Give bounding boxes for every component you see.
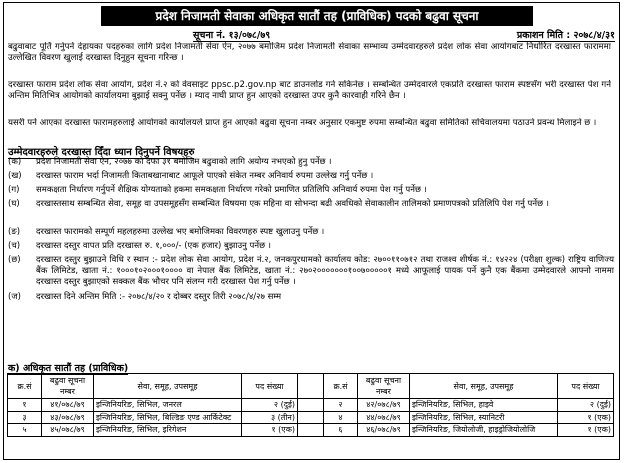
table-title: क) अधिकृत सातौं तह (प्राविधिक) [8,363,129,374]
cell-notice: ४६/०७८/७९ [358,424,410,437]
table-header-row [8,374,614,399]
instruction-item [8,292,614,306]
instruction-text: दरखास्त फाराम भर्दा निजामती किताबखानाबाट आफूले पाएको संकेत नम्बर अनिवार्य रुपमा उल्लेख गर्नु पर्नेछ । [36,171,374,181]
cell-service: इन्जिनियरिङ, सिभिल, हाइवे [410,399,558,412]
instruction-text: समकक्षता निर्धारण गर्नुपर्ने शैक्षिक योग्यताको हकमा समकक्षता निर्धारण गरेको प्रमाणित प्रतिलिपि अनिवार्य रुपमा पेश गर्नु पर्नेछ । [36,185,427,195]
publish-date: प्रकाशन मिति : २०७८/४/३१ [516,30,615,41]
cell-service: इन्जिनियरिङ, सिभिल, बिल्डिङ एण्ड आर्किटेक्ट [94,411,242,424]
posts-table [7,373,614,437]
cell-posts: ३ (तीन) [242,411,298,424]
instruction-text: दरखास्तसाथ सम्बन्धित सेवा, समूह वा उपसमूहसँग सम्बन्धित विषयमा एक महिना वा सोभन्दा बढी अवधिको सेवाकालीन तालिमको प्रमाणपत्रको प्रतिलिपि पेश गर्नु पर्नेछ । [36,199,549,209]
instruction-mark: (छ) [8,255,21,265]
cell-sn: ६ [324,424,358,437]
cell-service: इन्जिनियरिङ, सिभिल, जनरल [94,399,242,412]
cell-sn: ३ [8,411,42,424]
cell-notice: ४३/०७८/७९ [42,411,94,424]
instruction-mark: (च) [8,241,21,251]
cell-notice: ४१/०७८/७९ [42,399,94,412]
table-row [8,399,614,412]
cell-sn: ५ [8,424,42,437]
instruction-item [8,171,614,185]
instruction-item [8,157,614,171]
cell-posts: १ (एक) [558,411,614,424]
cell-service: इन्जिनियरिङ, जियोलोजी, हाइड्रोजियोलोजि [410,424,558,437]
instruction-mark: (ख) [8,171,22,181]
header-notice-no: बढुवा सूचना नम्बर [358,374,410,399]
instruction-text: प्रदेश निजामती सेवा ऐन, २०७७ को दफा ३१ बमोजिम बढुवाको लागि अयोग्य नभएको हुनु पर्नेछ । [36,157,332,167]
header-posts: पद संख्या [558,374,614,399]
instruction-text: दरखास्त दस्तुर बुझाउने विधि र स्थान :- प्रदेश लोक सेवा आयोग, प्रदेश नं.२, जनकपुरधामको कार्यालय कोड: २७००११०७१२ तथा राजश्व शीर्षक नं.: १४२२४ (परीक्षा शुल्क) राष्ट्रिय वाणिज्य बैंक लिमिटेड, खाता नं.: १०००१०२०००१०००० वा नेपाल बैंक लिमिटेड, खाता नं.: २७०२०००००००१००७०००००१ मध्ये आफूलाई पायक पर्ने कुनै एक बैंकमा उम्मेदवारले आफ्नो नाममा दरखास्त दस्तुर बुझाएको सक्कल बैंक भौचर पनि संलग्न गरी दरखास्त पेश गर्नु पर्नेछ । [36,255,614,287]
cell-sn: ४ [324,411,358,424]
notice-banner: प्रदेश निजामती सेवाका अधिकृत सातौं तह (प्राविधिक) पदको बढुवा सूचना [101,6,533,26]
intro-paragraph-3: यसरी पर्न आएका दरखास्त फारामहरुलाई आयोगको कार्यालयले प्राप्त हुन आएको बढुवा सूचना नम्बर अनुसार एकमुष्ट रुपमा सम्बन्धित बढुवा समितिको सचिवालयमा पठाउने प्रवन्ध मिलाइने छ । [8,118,597,128]
instruction-item [8,255,614,292]
table-row [8,424,614,437]
cell-notice: ४५/०७८/७९ [42,424,94,437]
instruction-text: दरखास्त फारामको सम्पूर्ण महलहरुमा उल्लेख भए बमोजिमका विवरणहरु स्पष्ट खुलाउनु पर्नेछ । [36,227,325,237]
cell-notice: ४४/०७८/७९ [358,411,410,424]
cell-service: इन्जिनियरिङ, सिभिल, इरिगेशन [94,424,242,437]
intro-paragraph-2: दरखास्त फाराम प्रदेश लोक सेवा आयोग, प्रदेश नं.२ को वेवसाइट ppsc.p2.gov.np बाट डाउनलोड गर्न सकिनेछ । सम्बन्धित उम्मेदवारले एकप्रति दरखास्त फाराम स्पष्टसँग भरी दरखास्त पेश गर्ने अन्तिम मितिभित्र आयोगको कार्यालयमा बुझाई सक्नु पर्नेछ । म्याद नाघी प्राप्त हुन आएको दरखास्त उपर कुनै कारवाही गरिने छैन । [8,80,611,102]
instruction-mark: (ग) [8,185,20,195]
table-spacer [298,411,324,424]
cell-posts: २ (दुई) [558,399,614,412]
cell-posts: १ (एक) [558,424,614,437]
table-spacer [298,424,324,437]
table-row [8,411,614,424]
header-service: सेवा, समूह, उपसमूह [94,374,242,399]
cell-sn: १ [8,399,42,412]
cell-service: इन्जिनियरिङ, सिभिल, स्यानिटरी [410,411,558,424]
instruction-mark: (क) [8,157,22,167]
instruction-mark: (ङ) [8,227,21,237]
cell-notice: ४२/०७८/७९ [358,399,410,412]
cell-posts: २ (दुई) [242,399,298,412]
header-sn: क्र.सं [8,374,42,399]
instruction-mark: (ज) [8,292,21,302]
intro-paragraph-1: बढुवाबाट पूर्ति गर्नुपर्ने देहायका पदहरुका लागि प्रदेश निजामती सेवा ऐन, २०७७ बमोजिम प्रदेश निजामती सेवाका सम्भाव्य उम्मेदवारहरुले प्रदेश लोक सेवा आयोगबाट निर्धारित दरखास्त फाराममा उल्लेखित विवरण खुलाई दरखास्त दिनुहुन सूचना गरिन्छ । [8,42,611,64]
table-spacer [298,374,324,399]
instructions-heading: उम्मेदवारहरुले दरखास्त दिँदा ध्यान दिनुपर्ने विषयहरु [8,144,194,159]
header-posts: पद संख्या [242,374,298,399]
cell-posts: १ (एक) [242,424,298,437]
header-service: सेवा, समूह, उपसमूह [410,374,558,399]
instruction-mark: (घ) [8,199,20,209]
instruction-item [8,227,614,241]
cell-sn: २ [324,399,358,412]
instruction-item [8,241,614,255]
header-sn: क्र.सं [324,374,358,399]
notice-number: सूचना नं. १३/०७८/७९ [193,30,271,41]
instruction-text: दरखास्त दिने अन्तिम मिति :- २०७८/४/२० र दोब्बर दस्तुर तिरी २०७८/४/२७ सम्म [36,292,282,302]
instruction-text: दरखास्त दस्तुर वापत प्रति दरखास्त रु. १,०००/- (एक हजार) बुझाउनु पर्नेछ । [36,241,271,251]
instruction-item [8,199,614,227]
table-spacer [298,399,324,412]
header-notice-no: बढुवा सूचना नम्बर [42,374,94,399]
instruction-item [8,185,614,199]
instruction-list [8,157,614,306]
